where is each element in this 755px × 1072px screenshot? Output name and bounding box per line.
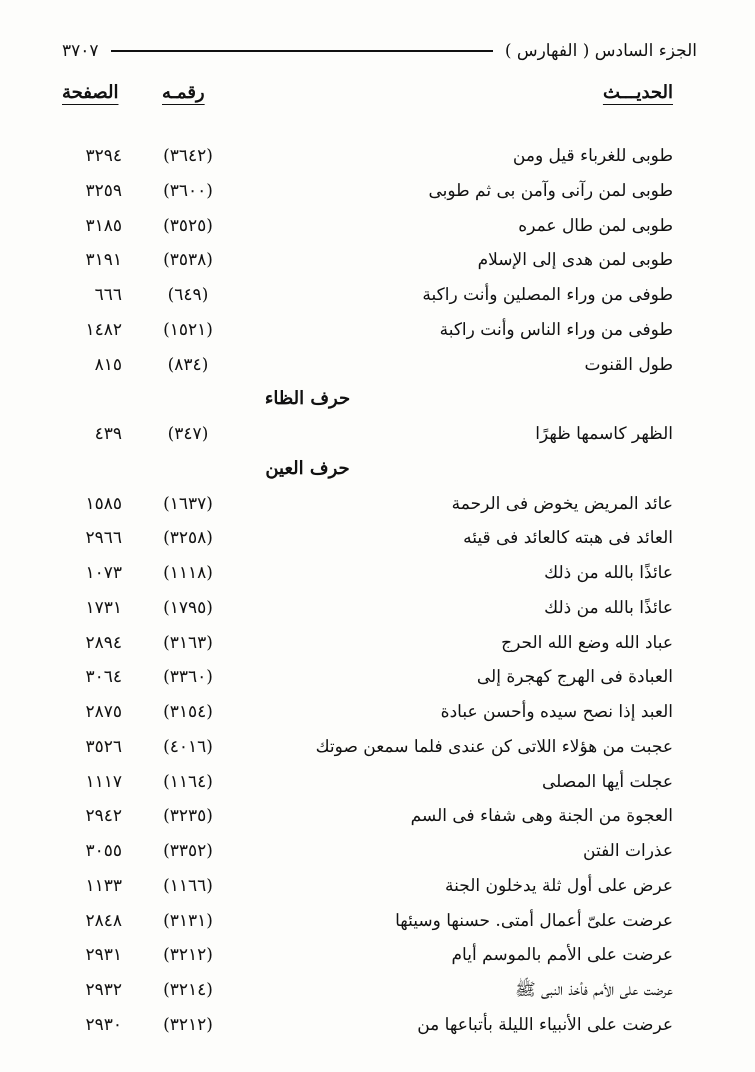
hadith-text: العبد إذا نصح سيده وأحسن عبادة	[440, 702, 673, 722]
index-row	[62, 243, 673, 278]
page-number: ١٧٣١	[85, 597, 122, 618]
hadith-number: (٣٢١٤)	[163, 980, 213, 1000]
hadith-text: طوبى لمن رآنى وآمن بى ثم طوبى	[428, 180, 673, 201]
hadith-number: (٣١٣١)	[163, 910, 213, 931]
column-header-page: الصفحة	[62, 82, 119, 103]
hadith-text: عرضت على الأنبياء الليلة بأتباعها من	[417, 1014, 673, 1035]
hadith-number: (٣١٦٣)	[163, 632, 213, 653]
section-heading	[62, 452, 673, 487]
index-row	[62, 904, 673, 939]
hadith-number: (٣٦٠٠)	[163, 180, 213, 201]
index-row	[62, 834, 673, 869]
index-row	[62, 799, 673, 834]
page-number: ٣٠٥٥	[85, 841, 122, 861]
hadith-text: طوبى لمن هدى إلى الإسلام	[477, 250, 673, 271]
hadith-text: طوفى من وراء الناس وأنت راكبة	[439, 319, 673, 340]
page-number: ٢٩٣١	[85, 945, 122, 966]
index-entries	[62, 139, 673, 1043]
hadith-text: عرضت على الأمم بالموسم أيام	[451, 945, 673, 966]
hadith-text: طول القنوت	[584, 354, 673, 375]
hadith-number: (٣٣٥٢)	[163, 841, 213, 861]
index-row	[62, 521, 673, 556]
page-number: ٤٣٩	[94, 424, 122, 444]
column-headers	[62, 82, 673, 112]
section-heading	[62, 382, 673, 417]
page-header	[62, 38, 697, 64]
page-number: ٣٢٥٩	[85, 180, 122, 201]
hadith-text: طوبى لمن طال عمره	[518, 215, 673, 236]
hadith-number: (١٧٩٥)	[163, 597, 213, 618]
index-row	[62, 765, 673, 800]
page-number: ٣١٨٥	[85, 215, 122, 236]
index-row	[62, 174, 673, 209]
hadith-text: طوفى من وراء المصلين وأنت راكبة	[422, 285, 673, 305]
hadith-number: (٣٦٤٢)	[163, 146, 213, 166]
index-row	[62, 973, 673, 1008]
hadith-text: عرضت على الأمم فأخذ النبى ﷺ	[515, 980, 673, 1000]
hadith-number: (١٥٢١)	[163, 319, 213, 340]
hadith-number: (١١٦٦)	[163, 875, 213, 896]
hadith-number: (٣٥٣٨)	[163, 250, 213, 271]
index-row	[62, 209, 673, 244]
hadith-text: العبادة فى الهرج كهجرة إلى	[476, 667, 673, 688]
index-row	[62, 660, 673, 695]
page-number: ١١٣٣	[85, 875, 122, 896]
index-row	[62, 313, 673, 348]
page-number: ٢٩٣٢	[85, 980, 122, 1000]
page-number: ١٤٨٢	[85, 319, 122, 340]
page-number: ٨١٥	[94, 354, 122, 375]
page-number: ٢٩٣٠	[85, 1014, 122, 1035]
page-number: ٢٩٦٦	[85, 528, 122, 549]
hadith-text: عباد الله وضع الله الحرج	[501, 632, 673, 653]
hadith-text: الظهر كاسمها ظهرًا	[535, 424, 673, 444]
hadith-number: (١٦٣٧)	[163, 493, 213, 514]
index-row	[62, 626, 673, 661]
hadith-number: (٣٢٥٨)	[163, 528, 213, 549]
hadith-text: عائذًا بالله من ذلك	[544, 563, 673, 583]
index-row	[62, 417, 673, 452]
section-heading-text: حرف العين	[265, 457, 350, 479]
page-number: ١١١٧	[85, 771, 122, 792]
page-number: ٣٥٢٦	[85, 736, 122, 757]
page-number: ٦٦٦	[94, 285, 122, 305]
hadith-number: (٣٥٢٥)	[163, 215, 213, 236]
column-header-number: رقمـه	[162, 82, 205, 103]
column-header-hadith: الحديـــث	[602, 82, 673, 103]
page-number: ٣١٩١	[85, 250, 122, 271]
index-row	[62, 487, 673, 522]
hadith-number: (١١٦٤)	[163, 771, 213, 792]
index-row	[62, 869, 673, 904]
hadith-text: العجوة من الجنة وهى شفاء فى السم	[410, 806, 673, 827]
hadith-number: (٣٢٣٥)	[163, 806, 213, 827]
page-number: ٢٩٤٢	[85, 806, 122, 827]
hadith-number: (٣٤٧)	[167, 424, 209, 444]
header-page-number: ٣٧٠٧	[62, 41, 99, 61]
hadith-number: (٨٣٤)	[167, 354, 209, 375]
hadith-number: (٣٢١٢)	[163, 945, 213, 966]
hadith-number: (١١١٨)	[163, 563, 213, 583]
header-rule	[111, 50, 493, 52]
index-row	[62, 730, 673, 765]
hadith-text: عجلت أيها المصلى	[542, 771, 673, 792]
hadith-text: عذرات الفتن	[583, 841, 673, 861]
hadith-text: العائد فى هبته كالعائد فى قيئه	[463, 528, 673, 549]
index-row	[62, 1008, 673, 1043]
hadith-text: عرض على أول ثلة يدخلون الجنة	[445, 875, 673, 896]
index-row	[62, 278, 673, 313]
hadith-text: عرضت علىّ أعمال أمتى. حسنها وسيئها	[395, 910, 673, 931]
page-number: ٣٠٦٤	[85, 667, 122, 688]
hadith-number: (٣٢١٢)	[163, 1014, 213, 1035]
hadith-text: عائد المريض يخوض فى الرحمة	[451, 493, 673, 514]
hadith-number: (٣٣٦٠)	[163, 667, 213, 688]
index-row	[62, 695, 673, 730]
hadith-text: عائذًا بالله من ذلك	[544, 597, 673, 618]
page-number: ٢٨٤٨	[85, 910, 122, 931]
hadith-number: (٤٠١٦)	[163, 736, 213, 757]
index-row	[62, 348, 673, 383]
page-number: ٢٨٩٤	[85, 632, 122, 653]
hadith-text: طوبى للغرباء قيل ومن	[512, 146, 673, 166]
page-number: ٣٢٩٤	[85, 146, 122, 166]
index-row	[62, 591, 673, 626]
section-heading-text: حرف الظاء	[264, 388, 351, 410]
page-number: ١٥٨٥	[85, 493, 122, 514]
index-row	[62, 556, 673, 591]
header-title: الجزء السادس ( الفهارس )	[504, 41, 697, 61]
hadith-number: (٣١٥٤)	[163, 702, 213, 722]
page-number: ١٠٧٣	[85, 563, 122, 583]
hadith-number: (٦٤٩)	[167, 285, 209, 305]
page-number: ٢٨٧٥	[85, 702, 122, 722]
hadith-text: عجبت من هؤلاء اللاتى كن عندى فلما سمعن صوتك	[315, 736, 673, 757]
index-row	[62, 938, 673, 973]
index-row	[62, 139, 673, 174]
